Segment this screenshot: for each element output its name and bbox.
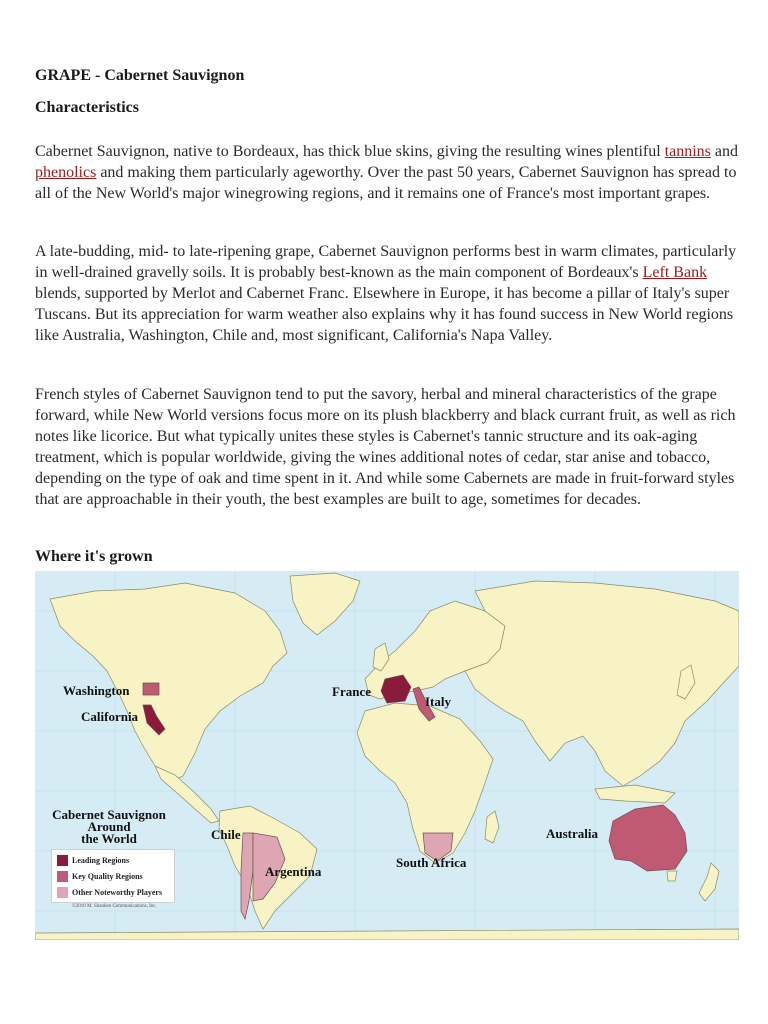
paragraph-styles: French styles of Cabernet Sauvignon tend to put the savory, herbal and mineral characteristics of the grape forward, while New World versions focus more on its plush blackberry and black currant fruit, as well as rich notes like licorice. But what typically unites these styles is Cabernet's tannic structure and its oak-aging treatment, which is popular worldwide, giving the wines additional notes of cedar, star anise and tobacco, depending on the type of oak and time spent in it. And while some Cabernets are made in fruit-forward styles that are approachable in their youth, the best examples are built to age, sometimes for decades.	[35, 386, 736, 508]
map-label-chile: Chile	[211, 827, 241, 842]
tasmania-shape	[667, 871, 677, 881]
paragraph-text: Cabernet Sauvignon, native to Bordeaux, has thick blue skins, giving the resulting wines plentiful	[35, 143, 665, 160]
link-tannins[interactable]: tannins	[664, 143, 711, 160]
map-label-france: France	[332, 684, 371, 699]
greenland-shape	[290, 573, 360, 635]
map-label-italy: Italy	[425, 694, 451, 709]
map-label-california: California	[81, 709, 139, 724]
new-zealand-shape	[699, 863, 719, 901]
indonesia-shape	[595, 785, 675, 803]
link-phenolics[interactable]: phenolics	[35, 164, 97, 181]
link-left-bank[interactable]: Left Bank	[642, 264, 708, 281]
map-copyright: ©2010 M. Shanken Communications, Inc.	[72, 904, 157, 909]
paragraph-text: and	[710, 143, 738, 160]
legend-swatch	[57, 887, 68, 898]
map-label-washington: Washington	[63, 683, 130, 698]
asia-shape	[465, 581, 739, 786]
region-chile	[241, 833, 253, 919]
madagascar-shape	[485, 811, 499, 843]
world-map	[35, 571, 739, 940]
legend-title-line: the World	[81, 831, 137, 846]
map-legend-title	[37, 809, 181, 845]
legend-label: Other Noteworthy Players	[72, 888, 163, 897]
region-australia	[609, 805, 687, 871]
paragraph-text: A late-budding, mid- to late-ripening grape, Cabernet Sauvignon performs best in warm climates, particularly in well-drained gravelly soils. It is probably best-known as the main component of Bordeaux's	[35, 243, 737, 281]
antarctica-shape	[35, 929, 739, 940]
map-label-australia: Australia	[546, 826, 598, 841]
page-title: GRAPE - Cabernet Sauvignon	[35, 67, 245, 84]
paragraph-text: and making them particularly ageworthy. Over the past 50 years, Cabernet Sauvignon has spread to all of the New World's major winegrowing regions, and it remains one of France's most important grapes.	[35, 164, 737, 202]
paragraph-text: blends, supported by Merlot and Cabernet Franc. Elsewhere in Europe, it has become a pillar of Italy's super Tuscans. But its appreciation for warm weather also explains why it has found success in New World regions like Australia, Washington, Chile and, most significant, California's Napa Valley.	[35, 285, 734, 344]
region-washington	[143, 683, 159, 695]
legend-label: Leading Regions	[72, 856, 130, 865]
section-heading-where-grown: Where it's grown	[35, 548, 153, 565]
map-label-argentina: Argentina	[265, 864, 322, 879]
section-heading-characteristics: Characteristics	[35, 99, 139, 116]
paragraph-intro	[35, 141, 739, 204]
legend-title-line: Cabernet Sauvignon	[52, 807, 166, 822]
paragraph-growing	[35, 241, 739, 346]
legend-label: Key Quality Regions	[72, 872, 143, 881]
legend-swatch	[57, 855, 68, 866]
legend-swatch	[57, 871, 68, 882]
legend-title-line: Around	[87, 819, 131, 834]
map-label-south-africa: South Africa	[396, 855, 467, 870]
map-legend	[51, 849, 175, 903]
